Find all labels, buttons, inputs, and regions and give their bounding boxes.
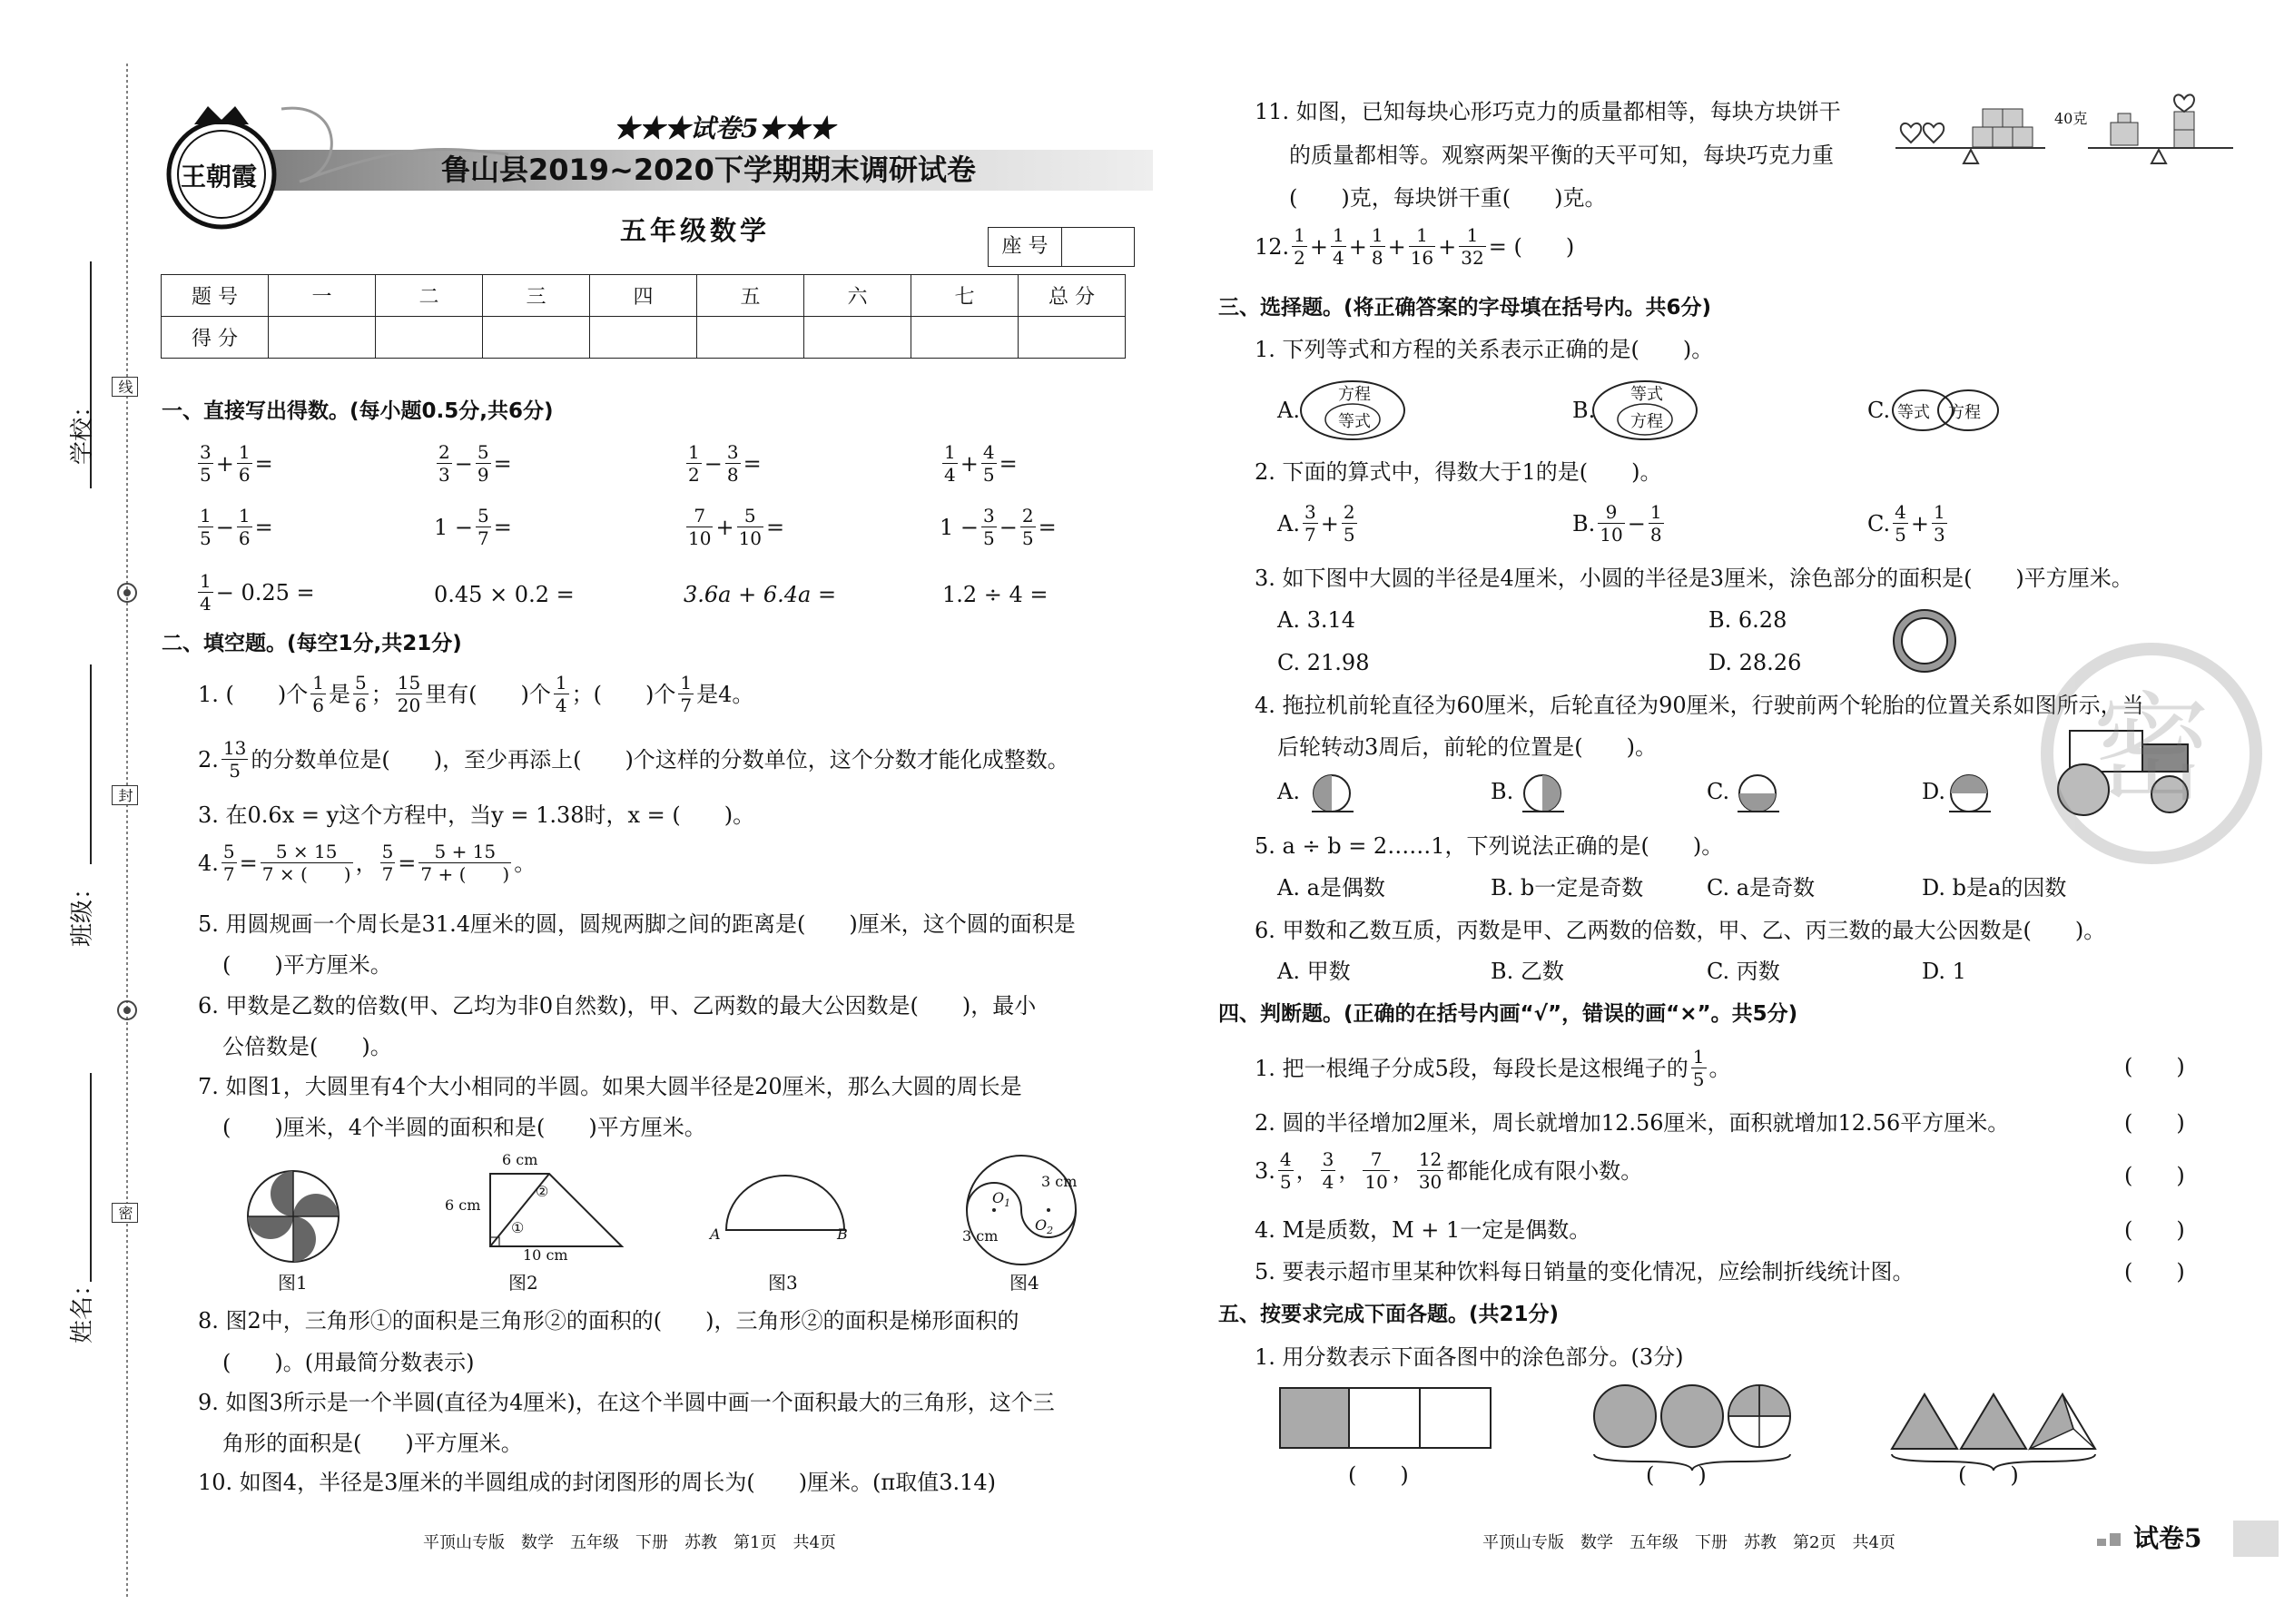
wheel-a (1310, 772, 1355, 817)
fraction: $\frac{7}{10}$ (688, 505, 712, 549)
s4-q1: 1. 把一根绳子分成5段，每段长是这根绳子的 $\frac{1}{5}$ 。 (1255, 1046, 1731, 1090)
s3-q5-opt-a: A. a是偶数 (1277, 875, 1385, 901)
ornament-icon (113, 997, 141, 1024)
svg-text:密: 密 (2092, 680, 2211, 818)
fraction: $\frac{5}{6}$ (355, 672, 367, 716)
section-4-title: 四、判断题。(正确的在括号内画“√”，错误的画“×”。共5分) (1218, 1002, 1798, 1026)
s1-item: 3.6a + 6.4a = (684, 582, 837, 607)
fraction: $\frac{12}{30}$ (1418, 1148, 1442, 1193)
fraction: $\frac{1}{6}$ (312, 672, 324, 716)
s2-q1: 1. ( )个 $\frac{1}{6}$ 是 $\frac{5}{6}$ ； $\frac{15}{20}$ 里有( )个 $\frac{1}{4}$ ；( )个 $\frac{1}{7}$ 是4。 (198, 672, 754, 716)
s2-q7-cont: ( )厘米，4个半圆的面积和是( )平方厘米。 (222, 1115, 706, 1140)
score-header-cell: 总 分 (1019, 275, 1126, 317)
fraction: $\frac{3}{5}$ (200, 441, 212, 486)
fraction: $\frac{1}{6}$ (238, 505, 251, 549)
s4-q2-answer[interactable]: ( ) (2124, 1110, 2185, 1136)
wheel-d (1947, 772, 1993, 817)
score-header-cell: 二 (376, 275, 483, 317)
balance-scale-2 (2083, 95, 2238, 195)
fraction: $\frac{3}{7}$ (1304, 501, 1316, 546)
s1-item: $\frac{2}{3}$ − $\frac{5}{9}$ = (438, 441, 512, 486)
seat-box (988, 227, 1135, 267)
fig3-caption: 图3 (768, 1272, 798, 1294)
school-label: 学校： (69, 393, 96, 465)
s3-q6-opt-c: C. 丙数 (1707, 959, 1780, 984)
score-header-row (162, 275, 1126, 317)
footer-right: 平顶山专版 数学 五年级 下册 苏教 第2页 共4页 (1482, 1533, 1895, 1552)
s4-q5: 5. 要表示超市里某种饮料每日销量的变化情况，应绘制折线统计图。 (1255, 1259, 1915, 1284)
s3-q6-opt-a: A. 甲数 (1277, 959, 1351, 984)
figure-3-semicircle (722, 1171, 849, 1244)
s3-q2-opt-b: B. $\frac{9}{10}$ − $\frac{1}{8}$ (1572, 501, 1662, 546)
fraction: $\frac{5}{7}$ (222, 841, 235, 885)
venn-c-right: 方程 (1948, 403, 1981, 422)
exam-title: 鲁山县2019~2020下学期期末调研试卷 (441, 153, 976, 187)
fig4-top-label: 3 cm (1041, 1173, 1078, 1190)
fig3-b-label: B (837, 1225, 848, 1243)
s2-q6: 6. 甲数是乙数的倍数(甲、乙均为非0自然数)，甲、乙两数的最大公因数是( )，最小 (198, 993, 1037, 1019)
score-header-cell: 七 (911, 275, 1019, 317)
s1-item: 1.2 ÷ 4 = (942, 582, 1049, 607)
s2-q3: 3. 在0.6x = y这个方程中，当y = 1.38时，x = ( )。 (198, 802, 755, 828)
exam-subtitle: 五年级数学 (620, 215, 771, 246)
score-header-cell: 三 (483, 275, 590, 317)
fraction: $\frac{2}{5}$ (1343, 501, 1355, 546)
score-cell[interactable] (697, 317, 804, 359)
fraction: $\frac{5}{9}$ (477, 441, 489, 486)
fraction: $\frac{4}{5}$ (1895, 501, 1906, 546)
venn-a-outer: 方程 (1338, 385, 1371, 404)
score-cell[interactable] (911, 317, 1019, 359)
fraction: $\frac{15}{20}$ (397, 672, 421, 716)
figure-1-circle (243, 1166, 343, 1266)
s3-q6-opt-b: B. 乙数 (1491, 959, 1564, 984)
venn-c-left: 等式 (1897, 403, 1930, 422)
class-label: 班级： (69, 875, 96, 947)
score-header-cell: 一 (269, 275, 376, 317)
seat-input[interactable] (1062, 228, 1134, 266)
s3-q4: 4. 拖拉机前轮直径为60厘米，后轮直径为90厘米，行驶前两个轮胎的位置关系如图所示，当 (1255, 693, 2144, 718)
s2-q11: 11. 如图，已知每块心形巧克力的质量都相等，每块方块饼干 (1255, 99, 1841, 124)
fraction: $\frac{3}{5}$ (983, 505, 995, 549)
fraction: $\frac{1}{4}$ (944, 441, 956, 486)
s1-item: $\frac{7}{10}$ + $\frac{5}{10}$ = (688, 505, 785, 549)
fraction: $\frac{1}{2}$ (688, 441, 700, 486)
seal-mark: 封 (112, 785, 138, 805)
s3-q3-opt-a: A. 3.14 (1277, 607, 1356, 633)
score-cell[interactable] (1019, 317, 1126, 359)
fraction: $\frac{5 \times 15}{7 \times ( )}$ (261, 841, 351, 885)
s2-q5-cont: ( )平方厘米。 (222, 952, 392, 978)
score-header-cell: 题 号 (162, 275, 269, 317)
s3-q6-opt-d: D. 1 (1922, 959, 1966, 984)
s2-q12: 12. $\frac{1}{2}$ + $\frac{1}{4}$ + $\frac{1}{8}$ + $\frac{1}{16}$ + $\frac{1}{32}$ = ( ) (1255, 224, 1575, 269)
venn-b-inner: 方程 (1630, 412, 1663, 431)
fraction: $\frac{4}{5}$ (982, 441, 995, 486)
exam-badge: ★★★试卷5★★★ (614, 113, 835, 143)
fraction: $\frac{2}{5}$ (1021, 505, 1034, 549)
s1-item: $\frac{1}{5}$ − $\frac{1}{6}$ = (200, 505, 273, 549)
s3-q6: 6. 甲数和乙数互质，丙数是甲、乙两数的倍数，甲、乙、丙三数的最大公因数是( )。 (1255, 918, 2106, 943)
score-table (161, 274, 1126, 359)
s4-q3: 3. $\frac{4}{5}$ ， $\frac{3}{4}$ ， $\frac{7}{10}$ ， $\frac{12}{30}$ 都能化成有限小数。 (1255, 1148, 1643, 1193)
name-label: 姓名： (69, 1272, 96, 1343)
s4-q3-answer[interactable]: ( ) (2124, 1163, 2185, 1188)
s3-q5: 5. a ÷ b = 2……1，下列说法正确的是( )。 (1255, 833, 1724, 859)
venn-b-outer: 等式 (1630, 385, 1663, 404)
section-5-title: 五、按要求完成下面各题。(共21分) (1218, 1303, 1560, 1326)
s3-q3-opt-c: C. 21.98 (1277, 650, 1370, 675)
s3-q4-opt-a: A. (1277, 779, 1300, 804)
s3-q3: 3. 如下图中大圆的半径是4厘米，小圆的半径是3厘米，涂色部分的面积是( )平方厘米。 (1255, 566, 2133, 591)
score-value-row (162, 317, 1126, 359)
fraction: $\frac{3}{4}$ (1322, 1148, 1334, 1193)
rect-fraction-figure (1278, 1386, 1496, 1454)
fraction: $\frac{5 + 15}{7 + ( )}$ (420, 841, 510, 885)
fig2-bottom-label: 10 cm (523, 1246, 568, 1264)
s2-q11-cont: 的质量都相等。观察两架平衡的天平可知，每块巧克力重 (1289, 143, 1834, 168)
circle-fraction-figure (1590, 1382, 1799, 1472)
fraction: $\frac{7}{10}$ (1364, 1148, 1388, 1193)
ornament-icon (113, 579, 141, 606)
score-header-cell: 六 (804, 275, 911, 317)
s1-item: $\frac{1}{4}$ + $\frac{4}{5}$ = (944, 441, 1018, 486)
section-1-title: 一、直接写出得数。(每小题0.5分,共6分) (162, 399, 554, 423)
s3-q4-cont: 后轮转动3周后，前轮的位置是( )。 (1277, 734, 1657, 760)
s5-answer-2[interactable]: ( ) (1646, 1462, 1707, 1488)
fraction: $\frac{1}{4}$ (1333, 224, 1344, 269)
s3-q2-opt-a: A. $\frac{3}{7}$ + $\frac{2}{5}$ (1277, 501, 1355, 546)
s3-q4-opt-b: B. (1491, 779, 1514, 804)
s3-q2-opt-c: C. $\frac{4}{5}$ + $\frac{1}{3}$ (1867, 501, 1945, 546)
fraction: $\frac{1}{3}$ (1933, 501, 1945, 546)
binding-dash-line (125, 64, 129, 1597)
s4-q2: 2. 圆的半径增加2厘米，周长就增加12.56厘米，面积就增加12.56平方厘米。 (1255, 1110, 2010, 1136)
s3-q1-opt-a: A. (1277, 398, 1300, 423)
fraction: $\frac{3}{8}$ (726, 441, 739, 486)
s2-q11-cont2: ( )克，每块饼干重( )克。 (1289, 185, 1607, 211)
s3-q3-opt-b: B. 6.28 (1708, 607, 1787, 633)
score-row-label: 得 分 (162, 317, 269, 359)
fraction: $\frac{1}{2}$ (1294, 224, 1305, 269)
s4-q4: 4. M是质数，M + 1一定是偶数。 (1255, 1217, 1591, 1243)
score-header-cell: 五 (697, 275, 804, 317)
s1-item: $\frac{1}{4}$ − 0.25 = (200, 570, 315, 615)
s2-q5: 5. 用圆规画一个周长是31.4厘米的圆，圆规两脚之间的距离是( )厘米，这个圆的面积是 (198, 911, 1076, 937)
fraction: $\frac{4}{5}$ (1279, 1148, 1292, 1193)
fig4-bottom-label: 3 cm (962, 1227, 999, 1245)
s1-item: $\frac{1}{2}$ − $\frac{3}{8}$ = (688, 441, 762, 486)
line-mark: 线 (112, 377, 138, 397)
fig3-a-label: A (710, 1225, 721, 1243)
fraction: $\frac{1}{5}$ (200, 505, 212, 549)
section-3-title: 三、选择题。(将正确答案的字母填在括号内。共6分) (1218, 296, 1712, 320)
s2-q7: 7. 如图1，大圆里有4个大小相同的半圆。如果大圆半径是20厘米，那么大圆的周长是 (198, 1074, 1022, 1099)
s3-q4-opt-d: D. (1922, 779, 1946, 804)
fig2-region-1: ① (511, 1219, 525, 1236)
wheel-b (1521, 772, 1566, 817)
s2-q9-cont: 角形的面积是( )平方厘米。 (222, 1431, 523, 1456)
fraction: $\frac{1}{32}$ (1461, 224, 1484, 269)
fig4-o1-label: $O_1$ (992, 1189, 1011, 1210)
fraction: $\frac{1}{6}$ (238, 441, 251, 486)
s3-q3-opt-d: D. 28.26 (1708, 650, 1802, 675)
score-header-cell: 四 (590, 275, 697, 317)
ring-figure (1888, 605, 1961, 677)
s4-q4-answer[interactable]: ( ) (2124, 1217, 2185, 1243)
fig2-caption: 图2 (508, 1272, 538, 1294)
s1-item: 1 − $\frac{5}{7}$ = (434, 505, 512, 549)
s2-q8-cont: ( )。(用最简分数表示) (222, 1350, 475, 1375)
fraction: $\frac{5}{10}$ (738, 505, 763, 549)
s4-q1-answer[interactable]: ( ) (2124, 1054, 2185, 1079)
logo-text: 王朝霞 (181, 162, 258, 192)
score-cell[interactable] (804, 317, 911, 359)
s3-q5-opt-d: D. b是a的因数 (1922, 875, 2067, 901)
score-cell[interactable] (590, 317, 697, 359)
s3-q1: 1. 下列等式和方程的关系表示正确的是( )。 (1255, 337, 1714, 362)
fraction: $\frac{5}{7}$ (381, 841, 394, 885)
fig4-o2-label: $O_2$ (1035, 1216, 1054, 1237)
fig2-region-2: ② (536, 1183, 549, 1200)
s3-q5-opt-b: B. b一定是奇数 (1491, 875, 1644, 901)
secret-mark: 密 (112, 1203, 138, 1223)
fraction: $\frac{9}{10}$ (1600, 501, 1623, 546)
balance-scale-1 (1891, 95, 2054, 195)
section-2-title: 二、填空题。(每空1分,共21分) (162, 632, 462, 655)
s1-item: $\frac{3}{5}$ + $\frac{1}{6}$ = (200, 441, 273, 486)
fraction: $\frac{5}{7}$ (478, 505, 489, 549)
s3-q5-opt-c: C. a是奇数 (1707, 875, 1816, 901)
wheel-c (1736, 772, 1781, 817)
s2-q4: 4. $\frac{5}{7}$ = $\frac{5 \times 15}{7 \times ( )}$ ， $\frac{5}{7}$ = $\frac{5 + 15}{7 + ( )}$ 。 (198, 841, 537, 885)
s4-q5-answer[interactable]: ( ) (2124, 1259, 2185, 1284)
s2-q10: 10. 如图4，半径是3厘米的半圆组成的封闭图形的周长为( )厘米。(π取值3.14) (198, 1470, 996, 1495)
fig2-left-label: 6 cm (445, 1196, 481, 1214)
score-cell[interactable] (269, 317, 376, 359)
score-cell[interactable] (376, 317, 483, 359)
fig4-caption: 图4 (1009, 1272, 1039, 1294)
fraction: $\frac{1}{4}$ (555, 672, 567, 716)
seat-label: 座 号 (989, 228, 1062, 266)
s3-q1-opt-b: B. (1572, 398, 1596, 423)
s1-item: 1 − $\frac{3}{5}$ − $\frac{2}{5}$ = (940, 505, 1057, 549)
s1-item: 0.45 × 0.2 = (434, 582, 575, 607)
s3-q1-opt-c: C. (1867, 398, 1891, 423)
seal-watermark (2024, 635, 2211, 871)
fraction: $\frac{1}{7}$ (680, 672, 693, 716)
s3-q4-opt-c: C. (1707, 779, 1730, 804)
footer-left: 平顶山专版 数学 五年级 下册 苏教 第1页 共4页 (423, 1533, 836, 1552)
fig2-top-label: 6 cm (502, 1151, 538, 1168)
s2-q2: 2. $\frac{13}{5}$ 的分数单位是( )，至少再添上( )个这样的分数单位，这个分数才能化成整数。 (198, 737, 1069, 782)
fraction: $\frac{1}{8}$ (1649, 501, 1662, 546)
score-cell[interactable] (483, 317, 590, 359)
fig1-caption: 图1 (278, 1272, 308, 1294)
corner-badge: 试卷5 (2133, 1523, 2202, 1553)
fraction: $\frac{1}{16}$ (1410, 224, 1434, 269)
fraction: $\frac{1}{8}$ (1371, 224, 1383, 269)
fraction: $\frac{1}{4}$ (200, 570, 212, 615)
venn-a-inner: 等式 (1338, 412, 1371, 431)
fraction: $\frac{13}{5}$ (222, 737, 247, 782)
s2-q8: 8. 图2中，三角形①的面积是三角形②的面积的( )，三角形②的面积是梯形面积的 (198, 1308, 1019, 1334)
s2-q6-cont: 公倍数是( )。 (222, 1034, 392, 1059)
s3-q2: 2. 下面的算式中，得数大于1的是( )。 (1255, 459, 1662, 485)
s5-answer-3[interactable]: ( ) (1958, 1462, 2019, 1488)
s5-q1: 1. 用分数表示下面各图中的涂色部分。(3分) (1255, 1344, 1684, 1370)
fraction: $\frac{2}{3}$ (438, 441, 450, 486)
s5-answer-1[interactable]: ( ) (1348, 1462, 1409, 1488)
fraction: $\frac{1}{5}$ (1692, 1046, 1705, 1090)
s2-q9: 9. 如图3所示是一个半圆(直径为4厘米)，在这个半圆中画一个面积最大的三角形，这个三 (198, 1390, 1055, 1415)
weight-label: 40克 (2054, 110, 2088, 127)
